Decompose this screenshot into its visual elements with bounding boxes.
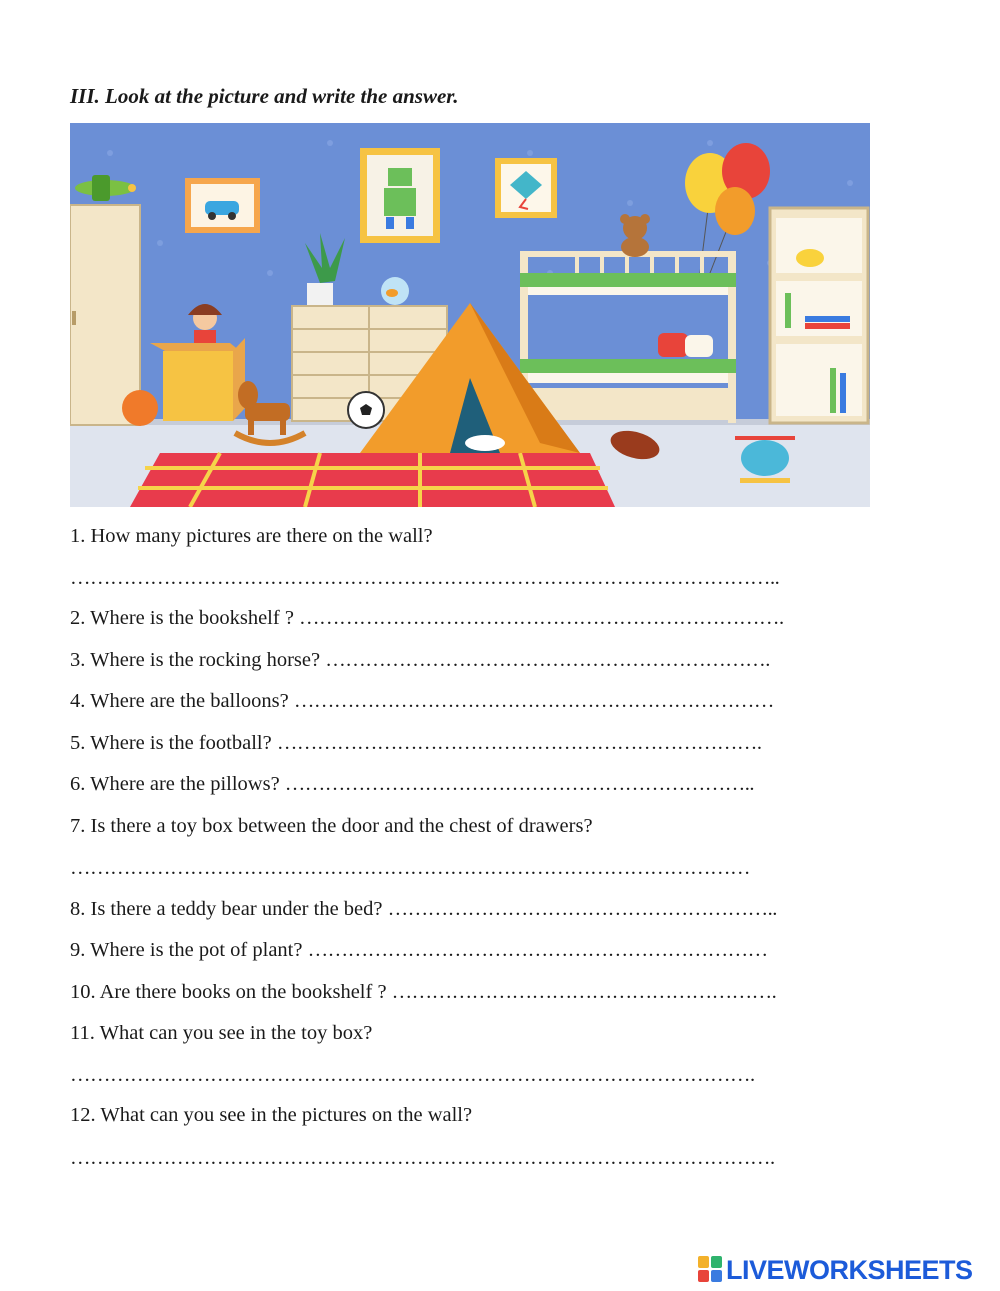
question-7: 7. Is there a toy box between the door and the chest of drawers?: [70, 815, 593, 837]
answer-line-6[interactable]: ……………………………………………………………..: [284, 773, 755, 795]
question-5: 5. Where is the football? ……………………………………………………………….: [70, 732, 762, 754]
car-picture-icon: [185, 178, 260, 233]
robot-picture-icon: [360, 148, 440, 243]
question-12: 12. What can you see in the pictures on the wall?: [70, 1104, 473, 1126]
question-9: 9. Where is the pot of plant? ……………………………………………………………: [70, 939, 768, 961]
question-4: 4. Where are the balloons? ………………………………………………………………: [70, 690, 774, 712]
question-3: 3. Where is the rocking horse? ………………………………………………………….: [70, 649, 770, 671]
answer-line-1[interactable]: ……………………………………………………………………………………………..: [70, 567, 780, 589]
liveworksheets-logo[interactable]: [698, 1255, 973, 1285]
exercise-heading: III. Look at the picture and write the answer.: [70, 84, 459, 108]
wardrobe-icon: [70, 205, 140, 425]
question-6: 6. Where are the pillows? ……………………………………………………………..: [70, 773, 755, 795]
answer-line-5[interactable]: ……………………………………………………………….: [276, 732, 762, 754]
answer-line-11[interactable]: ………………………………………………………………………………………….: [70, 1064, 755, 1086]
answer-line-10[interactable]: ………………………………………………….: [391, 981, 777, 1003]
answer-line-2[interactable]: ……………………………………………………………….: [299, 607, 784, 629]
basketball-icon: [122, 390, 158, 426]
answer-line-4[interactable]: ………………………………………………………………: [293, 690, 774, 712]
logo-text: LIVEWORKSHEETS: [726, 1254, 973, 1285]
fishbowl-icon: [381, 277, 409, 305]
question-8: 8. Is there a teddy bear under the bed? …………………………………………………..: [70, 898, 777, 920]
answer-line-12[interactable]: …………………………………………………………………………………………….: [70, 1147, 775, 1169]
answer-line-8[interactable]: …………………………………………………..: [387, 898, 777, 920]
question-11: 11. What can you see in the toy box?: [70, 1022, 373, 1044]
checkered-rug-icon: [130, 453, 615, 507]
bookshelf-icon: [770, 208, 868, 423]
answer-line-9[interactable]: ……………………………………………………………: [307, 939, 768, 961]
question-2: 2. Where is the bookshelf ? ……………………………………………………………….: [70, 607, 784, 629]
bedroom-picture: [70, 123, 870, 507]
kite-picture-icon: [495, 158, 557, 218]
logo-cubes-icon: [698, 1256, 724, 1284]
answer-line-7[interactable]: …………………………………………………………………………………………: [70, 857, 750, 879]
answer-line-3[interactable]: ………………………………………………………….: [325, 649, 770, 671]
question-1: 1. How many pictures are there on the wall?: [70, 525, 433, 547]
question-10: 10. Are there books on the bookshelf ? ………………………………………………….: [70, 981, 777, 1003]
